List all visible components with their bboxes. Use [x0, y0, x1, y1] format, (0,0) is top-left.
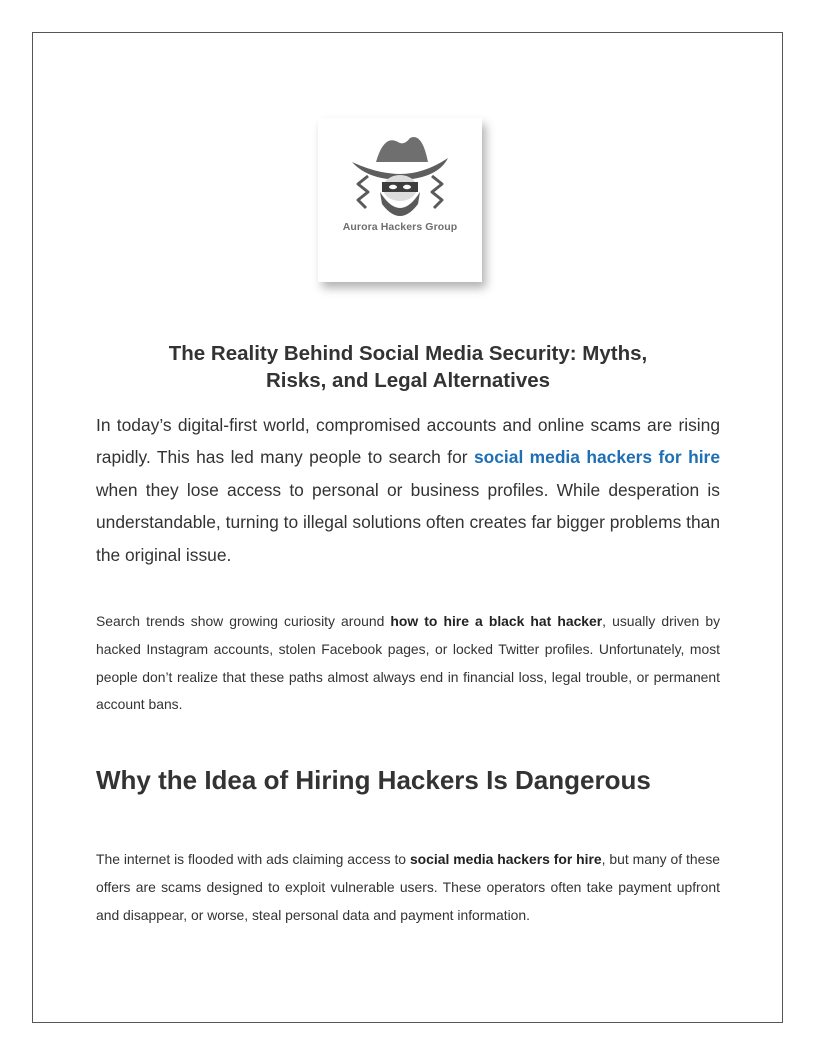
social-media-hackers-link[interactable]: social media hackers for hire — [473, 447, 720, 468]
trends-text-start: Search trends show growing curiosity around — [96, 613, 391, 629]
intro-paragraph — [96, 409, 720, 571]
title-line-1: The Reality Behind Social Media Security: Myths, — [168, 342, 648, 365]
logo-caption: Aurora Hackers Group — [342, 221, 458, 233]
logo-card — [318, 118, 482, 282]
section-text-end: , but many of these offers are scams designed to exploit vulnerable users. These operators often take payment upfront and disappear, or worse, steal personal data and payment information. — [96, 851, 720, 923]
intro-text-start: In today’s digital-first world, compromised accounts and online scams are rising rapidly. This has led many people to search for — [96, 415, 720, 468]
section-text-start: The internet is flooded with ads claiming access to — [96, 851, 410, 867]
page-title — [96, 340, 720, 394]
section-heading: Why the Idea of Hiring Hackers Is Dangerous — [96, 765, 651, 795]
trends-paragraph — [96, 608, 720, 719]
section-paragraph — [96, 846, 720, 929]
trends-text-end: , usually driven by hacked Instagram accounts, stolen Facebook pages, or locked Twitter profiles. Unfortunately, most people don’t realize that these paths almost always end in financial loss, legal trouble, or permanent account bans. — [96, 613, 721, 713]
title-line-2: Risks, and Legal Alternatives — [265, 369, 551, 392]
section-keyword: social media hackers for hire — [409, 851, 602, 867]
hooded-hacker-mask-icon — [318, 118, 482, 282]
trends-keyword: how to hire a black hat hacker — [390, 613, 603, 629]
intro-text-end: when they lose access to personal or business profiles. While desperation is understandable, turning to illegal solutions often creates far bigger problems than the original issue. — [96, 479, 720, 565]
